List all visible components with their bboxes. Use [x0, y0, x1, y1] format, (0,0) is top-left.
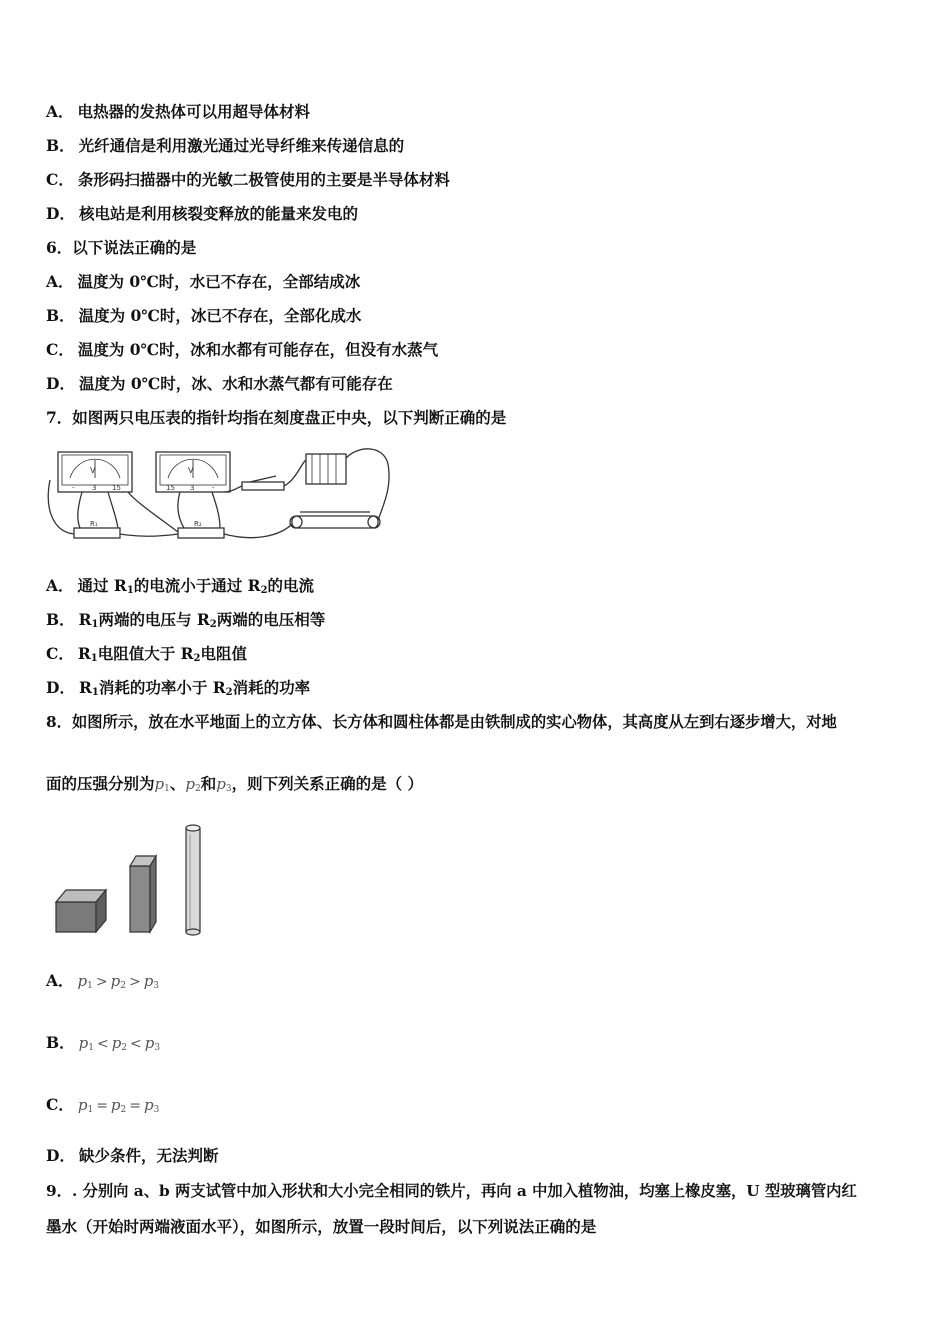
subscript: 1 [91, 687, 99, 698]
q8-stem-line2 [46, 773, 920, 800]
math-var: p [143, 972, 154, 990]
math-var: p [77, 1096, 88, 1114]
terminal-label: - [212, 484, 215, 492]
subscript: 2 [120, 981, 126, 991]
operator: > [95, 974, 108, 990]
option-text: 电阻值大于 R [97, 644, 194, 663]
q7-option-c [46, 643, 920, 670]
terminal-label: - [72, 484, 75, 492]
pressure-p2 [185, 775, 200, 793]
math-p2 [111, 1096, 126, 1114]
math-var: p [77, 972, 88, 990]
option-label: D． [46, 374, 75, 393]
option-text: 缺少条件，无法判断 [78, 1146, 219, 1165]
option-text: 消耗的功率 [232, 678, 311, 697]
option-label: B． [46, 306, 75, 325]
subscript: 1 [88, 1043, 94, 1053]
pressure-p3 [216, 775, 231, 793]
q5-option-c [46, 169, 920, 191]
math-p2 [112, 1034, 127, 1052]
q8-option-d [46, 1145, 920, 1167]
option-text: 电热器的发热体可以用超导体材料 [77, 102, 311, 121]
math-var: p [78, 1034, 89, 1052]
q7-option-d [46, 677, 920, 704]
subscript: 2 [193, 653, 201, 664]
math-p1 [79, 1034, 94, 1052]
subscript: 3 [153, 1105, 160, 1115]
math-var: p [216, 775, 226, 793]
option-label: A． [46, 971, 74, 990]
option-text: 光纤通信是利用激光通过光导纤维来传递信息的 [78, 136, 405, 155]
operator: = [96, 1098, 108, 1114]
subscript: 2 [209, 619, 217, 630]
math-var: p [154, 775, 165, 793]
terminal-label: 15 [112, 484, 121, 492]
option-label: C． [46, 340, 74, 359]
math-var: p [110, 972, 121, 990]
option-text: 两端的电压与 R [98, 610, 210, 629]
option-text: 消耗的功率小于 R [98, 678, 226, 697]
math-p1 [78, 1096, 93, 1114]
subscript: 1 [91, 619, 99, 630]
cube-front [56, 902, 96, 932]
q8-option-b [46, 1032, 920, 1059]
option-text: R [78, 678, 92, 697]
cylinder-body [186, 828, 200, 932]
stem-text: 和 [200, 774, 217, 793]
voltmeter-1-label: V [90, 466, 96, 475]
option-label: D． [46, 1146, 75, 1165]
option-text: 温度为 0℃时，冰和水都有可能存在，但没有水蒸气 [77, 340, 439, 359]
q7-option-b [46, 609, 920, 636]
voltmeter-2-label: V [188, 466, 194, 475]
option-label: C． [46, 170, 74, 189]
subscript: 3 [154, 1043, 161, 1053]
option-label: B． [46, 1033, 75, 1052]
q8-option-c [46, 1094, 920, 1121]
option-label: A． [46, 576, 74, 595]
q5-option-b [46, 135, 920, 157]
option-label: C． [46, 1095, 74, 1114]
option-text: R [77, 644, 91, 663]
option-label: D． [46, 678, 75, 697]
subscript: 2 [194, 784, 201, 794]
math-var: p [110, 1096, 121, 1114]
pressure-p1 [155, 775, 170, 793]
subscript: 1 [87, 981, 93, 991]
option-text: 的电流小于通过 R [133, 576, 261, 595]
option-label: D． [46, 204, 75, 223]
option-text: 条形码扫描器中的光敏二极管使用的主要是半导体材料 [77, 170, 450, 189]
math-var: p [144, 1034, 155, 1052]
math-var: p [185, 775, 195, 793]
option-label: B． [46, 610, 75, 629]
math-var: p [144, 1096, 154, 1114]
subscript: 2 [121, 1043, 128, 1053]
operator: > [128, 974, 141, 990]
resistor-r1-label: R₁ [90, 520, 98, 528]
q5-option-a [46, 101, 920, 123]
stem-text: 、 [169, 774, 186, 793]
circuit-figure [44, 440, 394, 548]
operator: < [96, 1036, 109, 1052]
option-label: A． [46, 272, 74, 291]
option-text: R [78, 610, 92, 629]
option-label: C． [46, 644, 74, 663]
cylinder-top [186, 825, 200, 831]
subscript: 3 [153, 981, 160, 991]
q6-option-c [46, 339, 920, 361]
math-p3 [144, 1096, 159, 1114]
terminal-label: 3 [190, 484, 195, 492]
option-label: A． [46, 102, 74, 121]
subscript: 2 [225, 687, 233, 698]
subscript: 1 [87, 1105, 94, 1115]
resistor-r2 [178, 528, 224, 538]
operator: < [130, 1036, 142, 1052]
option-text: 温度为 0℃时，冰已不存在，全部化成水 [78, 306, 362, 325]
q6-stem: 6．以下说法正确的是 [46, 238, 197, 257]
option-text: 电阻值 [200, 644, 247, 663]
terminal-label: 15 [166, 484, 175, 492]
option-label: B． [46, 136, 75, 155]
math-p3 [145, 1034, 160, 1052]
terminal-label: 3 [92, 484, 97, 492]
cuboid-side [150, 856, 156, 932]
option-text: 的电流 [267, 576, 315, 595]
q8-stem-line1: 8．如图所示，放在水平地面上的立方体、长方体和圆柱体都是由铁制成的实心物体，其高度从左到右逐步增大，对地 [46, 713, 837, 731]
subscript: 2 [260, 585, 268, 596]
q6-option-a [46, 271, 920, 293]
subscript: 1 [90, 653, 98, 664]
q8-option-a [46, 970, 920, 997]
option-text: 核电站是利用核裂变释放的能量来发电的 [78, 204, 358, 223]
resistor-r1 [74, 528, 120, 538]
solids-figure [50, 820, 220, 940]
operator: = [129, 1098, 141, 1114]
q6-option-d [46, 373, 920, 395]
q9-stem-line2: 墨水（开始时两端液面水平），如图所示，放置一段时间后，以下列说法正确的是 [46, 1217, 597, 1236]
q6-option-b [46, 305, 920, 327]
cuboid-front [130, 866, 150, 932]
subscript: 2 [120, 1105, 127, 1115]
math-p2 [111, 972, 126, 990]
switch [242, 482, 284, 490]
math-p1 [78, 972, 93, 990]
subscript: 1 [164, 784, 170, 794]
option-text: 两端的电压相等 [216, 610, 326, 629]
q7-stem: 7．如图两只电压表的指针均指在刻度盘正中央，以下判断正确的是 [46, 408, 507, 427]
math-var: p [111, 1034, 122, 1052]
option-text: 温度为 0℃时，冰、水和水蒸气都有可能存在 [78, 374, 393, 393]
q7-option-a [46, 575, 920, 602]
option-text: 通过 R [77, 576, 127, 595]
stem-text: 面的压强分别为 [46, 774, 155, 793]
resistor-r2-label: R₂ [194, 520, 202, 528]
math-p3 [144, 972, 159, 990]
stem-text: ，则下列关系正确的是（ ） [231, 774, 423, 793]
option-text: 温度为 0℃时，水已不存在，全部结成冰 [77, 272, 361, 291]
rheostat [292, 516, 378, 528]
subscript: 3 [225, 784, 232, 794]
subscript: 1 [126, 585, 134, 596]
q9-stem-line1: 9．. 分别向 a、b 两支试管中加入形状和大小完全相同的铁片，再向 a 中加入植物油，均塞上橡皮塞，U 型玻璃管内红 [46, 1182, 857, 1200]
q5-option-d [46, 203, 920, 225]
